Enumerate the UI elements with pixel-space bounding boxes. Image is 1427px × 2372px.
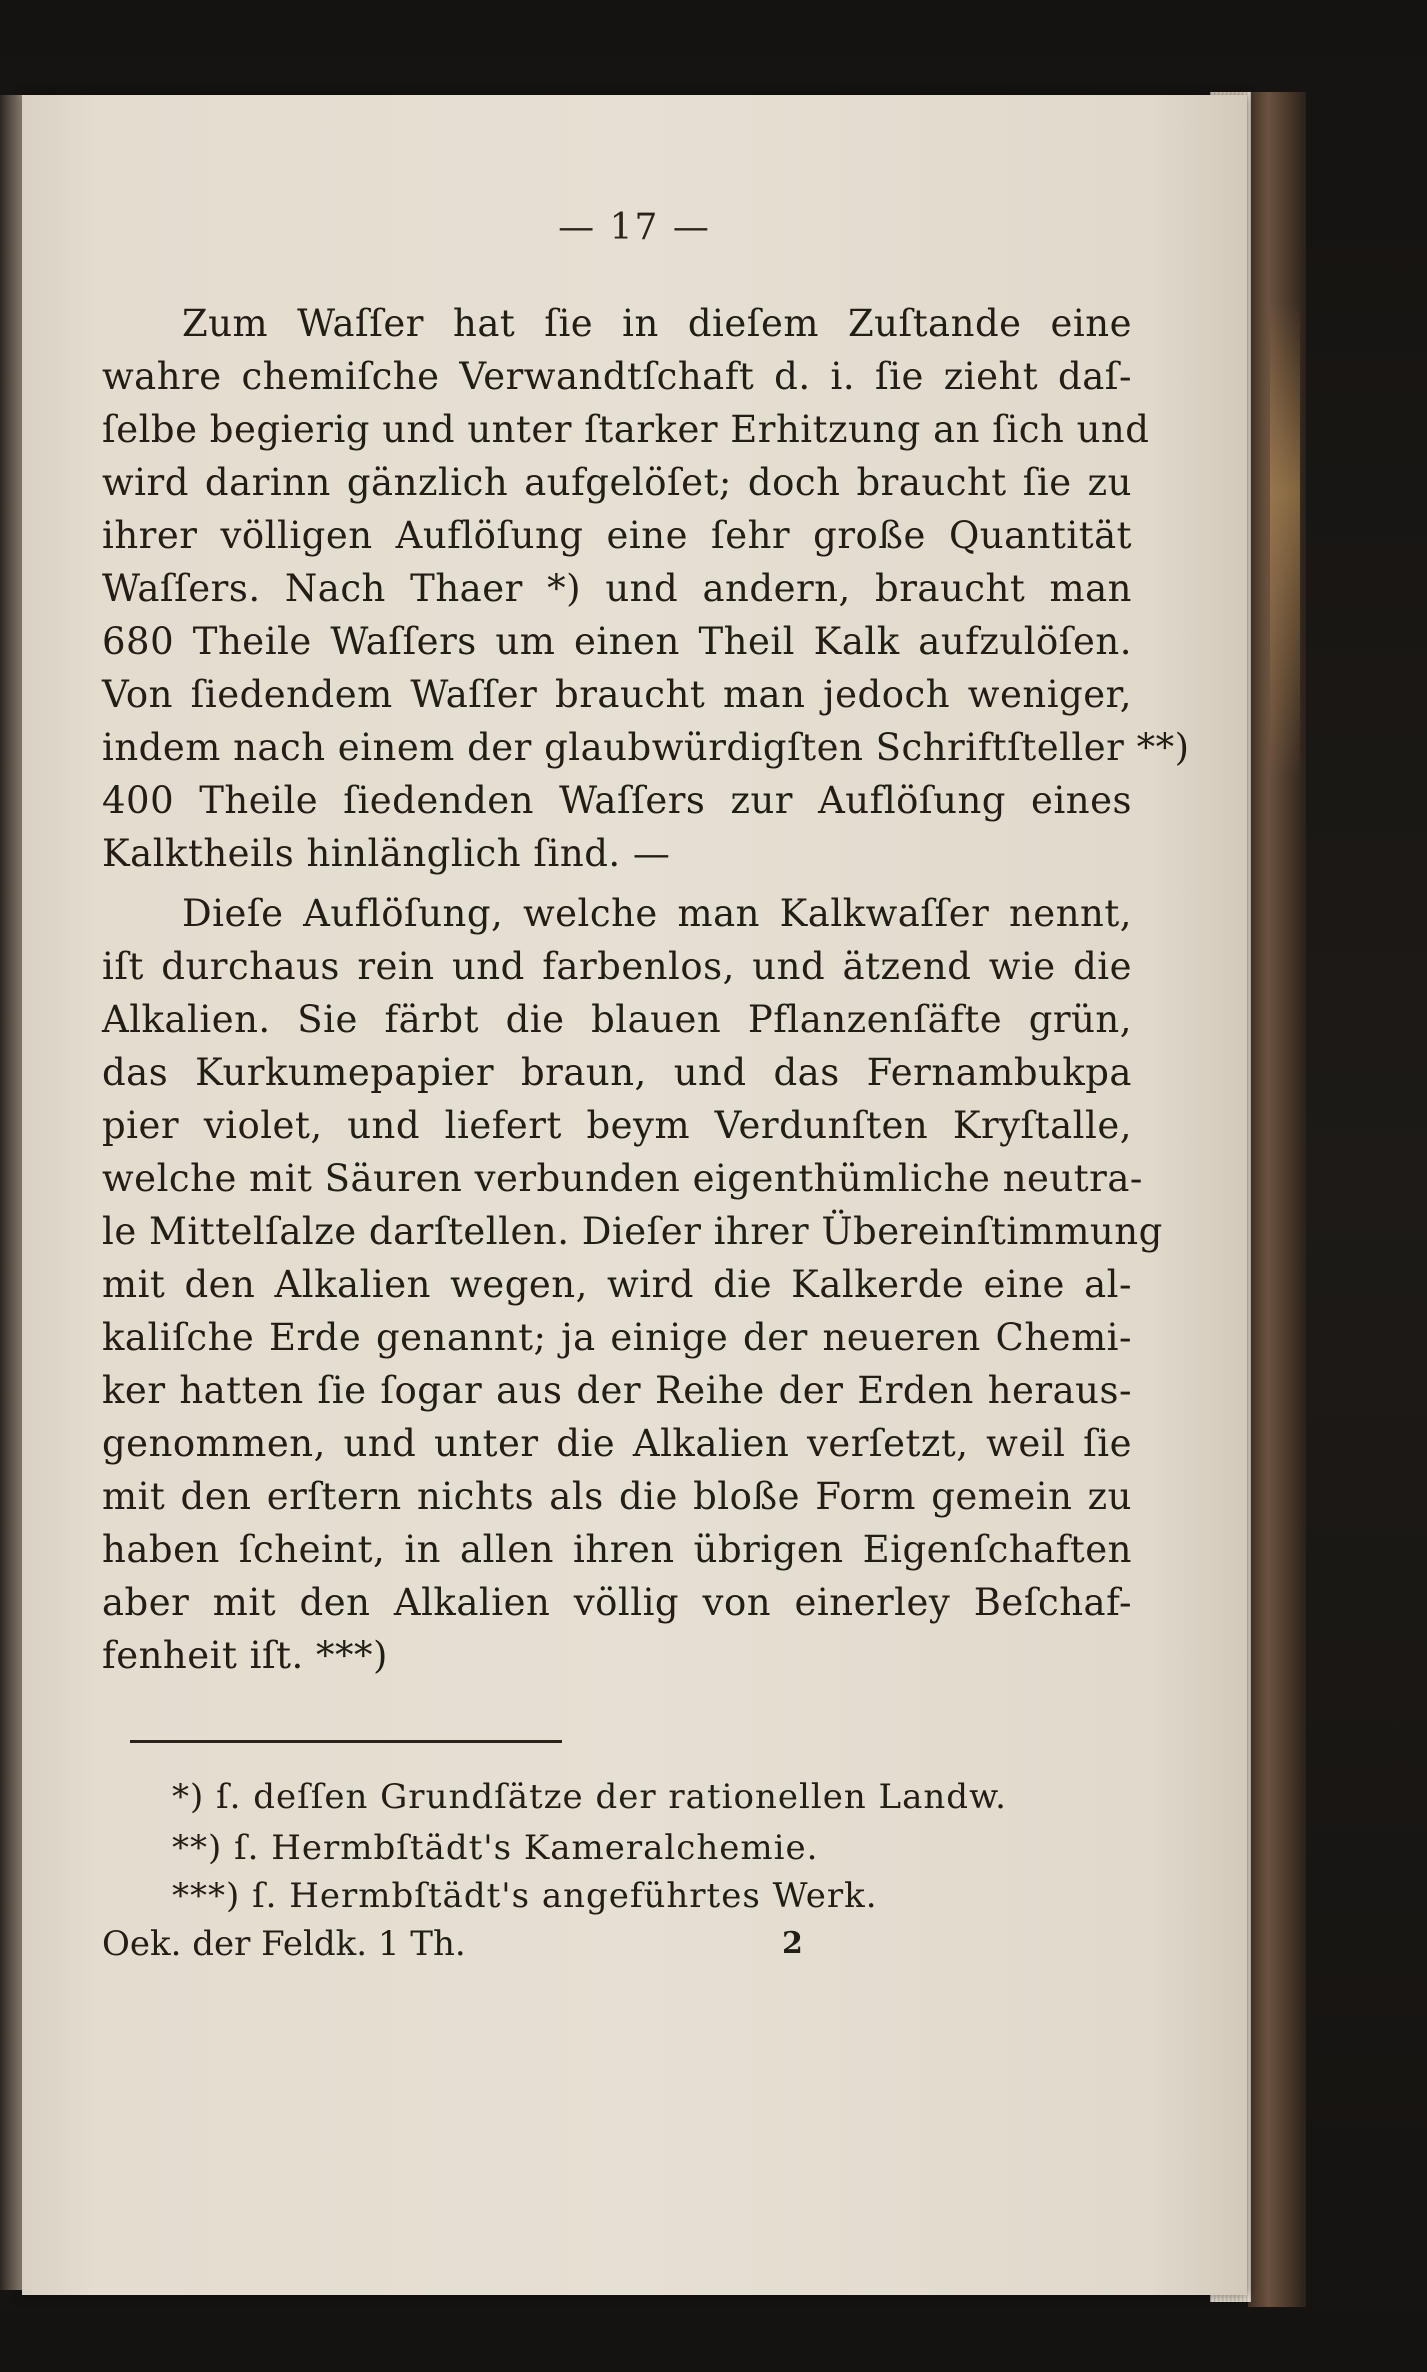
body-line: Kalktheils hinlänglich ſind. — [102, 832, 671, 875]
body-line: Von ſiedendem Waſſer braucht man jedoch weniger, [102, 673, 1132, 716]
body-line: 400 Theile ſiedenden Waſſers zur Auflöſung eines [102, 779, 1132, 822]
body-line: pier violet, und liefert beym Verdunſten Kryſtalle, [102, 1104, 1132, 1147]
book-page [22, 95, 1247, 2295]
body-line: fenheit iſt. ***) [102, 1634, 388, 1677]
footnote: ***) ſ. Hermbſtädt's angeführtes Werk. [172, 1876, 878, 1916]
body-line: le Mittelſalze darſtellen. Dieſer ihrer Übereinſtimmung [102, 1210, 1163, 1253]
body-line: Dieſe Auflöſung, welche man Kalkwaſſer nennt, [182, 892, 1132, 935]
body-line: aber mit den Alkalien völlig von einerley Beſchaf- [102, 1581, 1132, 1624]
body-line: mit den erſtern nichts als die bloße Form gemein zu [102, 1475, 1132, 1518]
body-line: haben ſcheint, in allen ihren übrigen Eigenſchaften [102, 1528, 1132, 1571]
footnote: *) ſ. deſſen Grundſätze der rationellen Landw. [172, 1777, 1007, 1817]
body-line: genommen, und unter die Alkalien verſetzt, weil ſie [102, 1422, 1132, 1465]
body-line: wahre chemiſche Verwandtſchaft d. i. ſie zieht daſ- [102, 355, 1132, 398]
body-line: Alkalien. Sie färbt die blauen Pflanzenſäfte grün, [102, 998, 1132, 1041]
body-line: iſt durchaus rein und farbenlos, und ätzend wie die [102, 945, 1132, 988]
body-line: ihrer völligen Auflöſung eine ſehr große Quantität [102, 514, 1132, 557]
footnote-rule [130, 1740, 562, 1743]
body-line: Zum Waſſer hat ſie in dieſem Zuſtande eine [182, 302, 1132, 345]
page-number: — 17 — [558, 207, 711, 248]
body-line: indem nach einem der glaubwürdigſten Schriftſteller **) [102, 726, 1190, 769]
cover-wear-mark [1270, 300, 1300, 780]
body-line: mit den Alkalien wegen, wird die Kalkerde eine al- [102, 1263, 1132, 1306]
body-line: kaliſche Erde genannt; ja einige der neueren Chemi- [102, 1316, 1132, 1359]
signature-mark: 2 [782, 1926, 803, 1961]
footnote: **) ſ. Hermbſtädt's Kameralchemie. [172, 1828, 819, 1868]
page-text [22, 95, 1247, 2295]
body-line: welche mit Säuren verbunden eigenthümliche neutra- [102, 1157, 1143, 1200]
body-line: das Kurkumepapier braun, und das Fernambukpa [102, 1051, 1132, 1094]
body-line: Waſſers. Nach Thaer *) und andern, braucht man [102, 567, 1132, 610]
signature-line: Oek. der Feldk. 1 Th. [102, 1924, 466, 1964]
body-line: wird darinn gänzlich aufgelöſet; doch braucht ſie zu [102, 461, 1132, 504]
body-line: ſelbe begierig und unter ſtarker Erhitzung an ſich und [102, 408, 1150, 451]
body-line: ker hatten ſie ſogar aus der Reihe der Erden heraus- [102, 1369, 1132, 1412]
body-line: 680 Theile Waſſers um einen Theil Kalk aufzulöſen. [102, 620, 1132, 663]
